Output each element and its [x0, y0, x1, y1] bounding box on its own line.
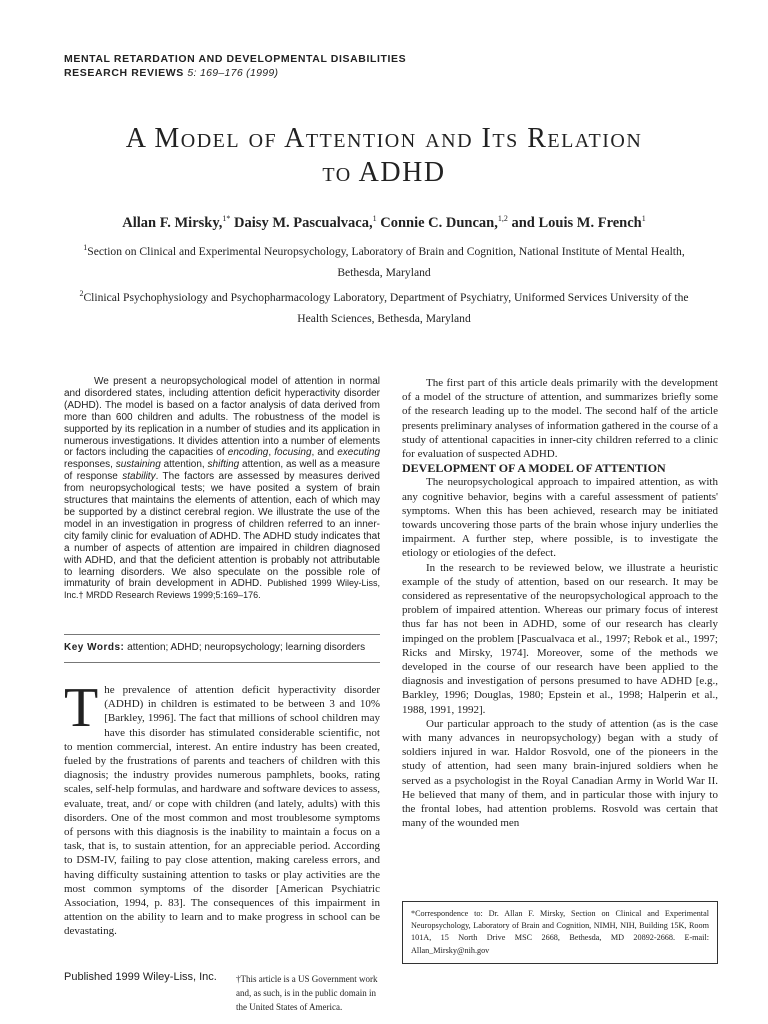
paragraph-2: The neuropsychological approach to impaired attention, as with any cognitive behavior, begins with a careful assessment of patients' symptoms. When this has been achieved, research may be initiated towards uncovering those parts of the brain whose injury underlies the impairment. A further step, where possible, is to investigate the etiology or etiologies of the defect. — [402, 476, 718, 560]
paragraph-3: In the research to be reviewed below, we illustrate a heuristic example of the study of attention, based on our research. It may be considered as representative of the neuropsychological approach to the problem of impaired attention. Whereas our primary focus of interest thus far has not been in ADHD, some of our research has clearly impinged on the problem [Pascualvaca et al., 1997; Rebok et al., 1997; Ricks and Mirsky, 1974]. Moreover, some of the methods we developed in the course of our research have been applied to the diagnosis and investigation of persons presumed to have ADHD [e.g., Barkley, 1996; Douglas, 1980; Epstein et al., 1998; Halperin et al., 1988, 1991, 1992]. — [402, 561, 718, 716]
title-line-1: A Model of Attention and Its Relation — [125, 123, 643, 154]
government-footnote: †This article is a US Government work and, as such, is in the public domain in the United States of America. — [236, 974, 378, 1012]
introduction: The prevalence of attention deficit hyperactivity disorder (ADHD) in children is estimated to be between 3 and 10% [Barkley, 1996]. The fact that millions of school children may have this disorder has stimulated considerable scientific, not to mention commercial, interest. An entire industry has been created, fueled by the frustrations of parents and teachers of children with this diagnosis; the industry provides numerous pamphlets, books, rating scales, self-help formulas, and hardware and software devices to assess, evaluate, treat, and/ or cope with children (and lately, adults) with this disorders. One of the most common and most troublesome symptoms of persons with this diagnosis is the inability to maintain a focus on a task, that is, to sustain attention, for an appreciable period. According to DSM-IV, failing to pay close attention, making careless errors, and having difficulty sustaining attention to tasks or play activities are the most common symptoms of the disorder [American Psychiatric Association, 1994, p. 83]. The consequences of this impairment in attention on the ability to learn and to make progress in school can be devastating. — [64, 677, 380, 938]
author-4-affil: 1 — [641, 214, 646, 223]
author-1-affil: 1* — [222, 214, 231, 223]
drop-cap: T — [64, 677, 99, 739]
correspondence-box: *Correspondence to: Dr. Allan F. Mirsky, Section on Clinical and Experimental Neuropsychology, Laboratory of Brain and Cognition, NIMH, NIH, Building 15K, Room 101A, 15 North Drive MSC 2668, Bethesda, MD 20892-2668. E-mail: Allan_Mirsky@nih.gov — [402, 901, 718, 964]
journal-name: MENTAL RETARDATION AND DEVELOPMENTAL DISABILITIES — [64, 53, 407, 65]
author-2: Daisy M. Pascualvaca, — [234, 214, 373, 231]
abstract-citation: Published 1999 Wiley-Liss, Inc.† MRDD Research Reviews 1999;5:169–176. — [64, 578, 380, 601]
keywords: Key Words: attention; ADHD; neuropsychology; learning disorders — [64, 642, 366, 653]
affiliation-1: $^1$Section on Clinical and Experimental Neuropsychology, Laboratory of Brain and Cognition, National Institute of Mental Health, Bethesda, Maryland — [83, 243, 685, 279]
affiliation-2: $^2$Clinical Psychophysiology and Psychopharmacology Laboratory, Department of Psychiatry, Uniformed Services University of the Health Sciences, Bethesda, Maryland — [79, 289, 689, 325]
author-3-affil: 1,2 — [497, 214, 508, 223]
article-title — [64, 122, 704, 190]
author-1: Allan F. Mirsky, — [122, 214, 223, 231]
author-list — [64, 214, 704, 232]
right-column — [402, 376, 718, 831]
author-3: Connie C. Duncan, — [380, 214, 498, 231]
author-4: and Louis M. French — [511, 214, 642, 231]
abstract: We present a neuropsychological model of attention in normal and disordered states, including attention deficit hyperactivity disorder (ADHD). The model is based on a factor analysis of data derived from more than 600 children and adults. The robustness of the model is supported by its replication in a number of studies and its application in numerous investigations. It divides attention into a number of elements or factors including the capacities of encoding, focusing, and executing responses, sustaining attention, shifting attention, as well as a measure of response stability. The factors are assessed by measures derived from neuropsychological tests; we have posited a system of brain structures that maintains the elements of attention, each of which may be supported by a distinct cerebral region. We illustrate the use of the model in an investigation in progress of children referred to an inner-city family clinic for evaluation of ADHD. The ADHD study indicates that a number of aspects of attention are impaired in children diagnosed with ADHD, and that the deficient attention is probably not attributable to learning disorders. We also speculate on the possible role of immaturity of brain development in ADHD. Published 1999 Wiley-Liss, Inc.† MRDD Research Reviews 1999;5:169–176. — [64, 376, 381, 601]
section-heading: DEVELOPMENT OF A MODEL OF ATTENTION — [402, 461, 666, 476]
publisher-line: Published 1999 Wiley-Liss, Inc. — [64, 971, 217, 983]
paragraph-1: The first part of this article deals primarily with the development of a model of the structure of attention, and summarizes briefly some of the research leading up to the model. The second half of the article presents preliminary analyses of information gathered in the course of a study of attentional capacities in inner-city children referred to a clinic for evaluation of suspected ADHD. — [402, 377, 718, 461]
journal-issue: RESEARCH REVIEWS 5: 169–176 (1999) — [64, 67, 279, 79]
paragraph-4: Our particular approach to the study of attention (as is the case with many advances in neuropsychology) began with a study of soldiers injured in war. Haldor Rosvold, one of the pioneers in the study of attention, had seen many brain-injured soldiers when he served as a psychologist in the Royal Canadian Army in World War II. He believed that many of them, and in particular those with injury to the frontal lobes, had attention problems. Rosvold was certain that many of the wounded men — [402, 717, 718, 830]
divider-bottom — [64, 662, 380, 663]
author-2-affil: 1 — [372, 214, 377, 223]
divider-top — [64, 634, 380, 635]
title-line-2: to ADHD — [322, 157, 446, 188]
journal-header — [64, 52, 406, 80]
